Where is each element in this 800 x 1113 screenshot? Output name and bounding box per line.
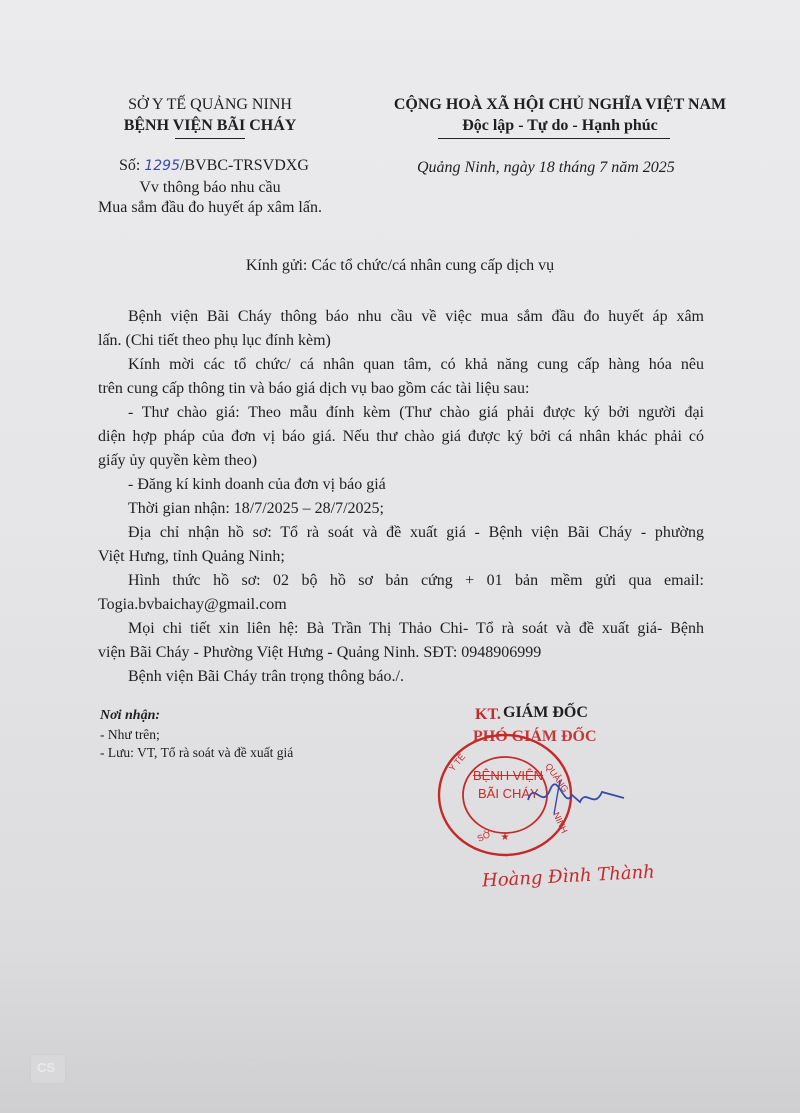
body-p2-line1: Kính mời các tổ chức/ cá nhân quan tâm, có khả năng cung cấp hàng hóa nêu — [128, 356, 704, 373]
seal-text-line2: BÃI CHÁY — [478, 786, 539, 801]
body-p3-line3: giấy ủy quyền kèm theo) — [98, 452, 258, 469]
body-p1-line1: Bệnh viện Bãi Cháy thông báo nhu cầu về việc mua sắm đầu đo huyết áp xâm — [128, 308, 704, 325]
seal-text-line1: BỆNH VIỆN — [473, 768, 544, 783]
subject-line-1: Vv thông báo nhu cầu — [139, 179, 281, 196]
svg-text:SỞ: SỞ — [475, 828, 493, 844]
body-p6-line2: Việt Hưng, tỉnh Quảng Ninh; — [98, 548, 285, 565]
body-p8-line1: Mọi chi tiết xin liên hệ: Bà Trần Thị Thảo Chi- Tổ rà soát và đề xuất giá- Bệnh — [128, 620, 704, 637]
body-p9: Bệnh viện Bãi Cháy trân trọng thông báo./. — [128, 668, 404, 685]
recipients-title: Nơi nhận: — [100, 708, 161, 723]
svg-text:QUẢNG: QUẢNG — [543, 761, 571, 795]
svg-text:NINH: NINH — [551, 810, 570, 835]
doc-number-handwritten: 1295 — [144, 158, 180, 174]
header-right-underline — [438, 138, 670, 139]
signer-name: Hoàng Đình Thành — [481, 861, 656, 892]
doc-number-suffix: /BVBC-TRSVDXG — [179, 157, 309, 174]
recipient-line: Kính gửi: Các tổ chức/cá nhân cung cấp dịch vụ — [245, 257, 555, 274]
svg-text:★: ★ — [500, 832, 510, 843]
doc-number — [119, 154, 309, 178]
body-p1-line2: lấn. (Chi tiết theo phụ lục đính kèm) — [98, 332, 331, 349]
date-line: Quảng Ninh, ngày 18 tháng 7 năm 2025 — [417, 159, 675, 176]
doc-number-prefix: Số: — [119, 157, 145, 174]
body-p3-line2: diện hợp pháp của đơn vị báo giá. Nếu thư chào giá được ký bởi cá nhân khác phải có — [98, 428, 704, 445]
country-title: CỘNG HOÀ XÃ HỘI CHỦ NGHĨA VIỆT NAM — [393, 96, 727, 113]
signature-title-director: GIÁM ĐỐC — [503, 704, 588, 721]
recipients-item-2: - Lưu: VT, Tổ rà soát và đề xuất giá — [100, 745, 294, 760]
signature-title-deputy: PHÓ GIÁM ĐỐC — [473, 728, 597, 745]
svg-text:Y TẾ: Y TẾ — [446, 751, 468, 774]
subject-line-2: Mua sắm đầu đo huyết áp xâm lấn. — [98, 199, 322, 216]
body-p5: Thời gian nhận: 18/7/2025 – 28/7/2025; — [128, 500, 384, 517]
header-left-underline — [175, 138, 245, 139]
country-motto: Độc lập - Tự do - Hạnh phúc — [462, 117, 658, 134]
hospital-name: BỆNH VIỆN BÃI CHÁY — [123, 117, 297, 134]
body-p7-line1: Hình thức hồ sơ: 02 bộ hồ sơ bản cứng + 01 bản mềm gửi qua email: — [128, 572, 704, 589]
body-p4: - Đăng kí kinh doanh của đơn vị báo giá — [128, 476, 386, 493]
handwritten-signature — [520, 770, 630, 820]
body-p6-line1: Địa chỉ nhận hồ sơ: Tổ rà soát và đề xuất giá - Bệnh viện Bãi Cháy - phường — [128, 524, 704, 541]
body-p7-line2-email: Togia.bvbaichay@gmail.com — [98, 596, 287, 613]
camscanner-watermark: Được quét bằng CamScanner — [78, 1054, 373, 1079]
signature-scribble-icon — [520, 770, 630, 820]
signature-kt: KT. — [475, 706, 501, 723]
agency-name: SỞ Y TẾ QUẢNG NINH — [128, 96, 292, 113]
body-p3-line1: - Thư chào giá: Theo mẫu đính kèm (Thư chào giá phải được ký bởi người đại — [128, 404, 704, 421]
body-p2-line2: trên cung cấp thông tin và báo giá dịch vụ bao gồm các tài liệu sau: — [98, 380, 530, 397]
body-p8-line2: viện Bãi Cháy - Phường Việt Hưng - Quảng Ninh. SĐT: 0948906999 — [98, 644, 542, 661]
recipients-item-1: - Như trên; — [100, 727, 160, 742]
camscanner-logo-icon: CS — [30, 1054, 66, 1084]
